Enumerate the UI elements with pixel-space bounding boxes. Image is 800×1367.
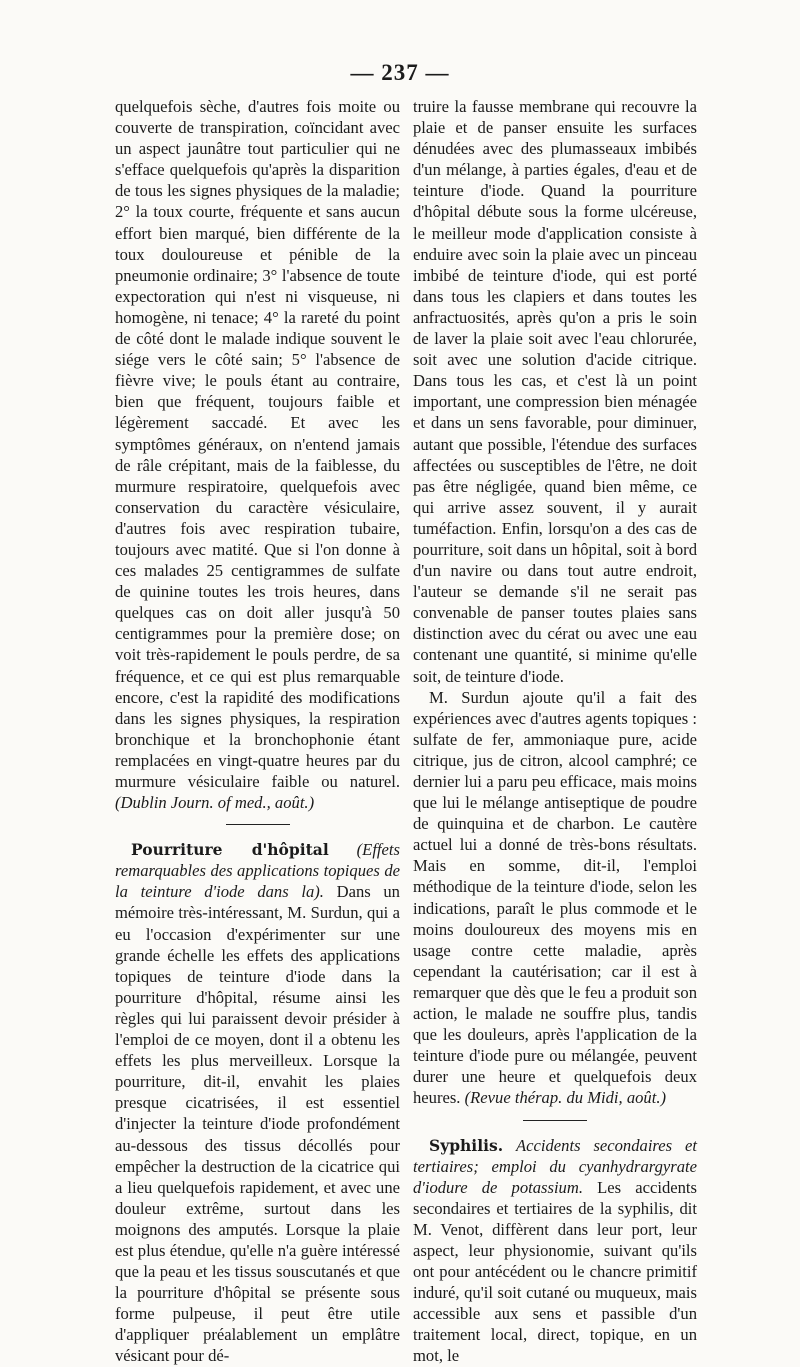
- right-para-1: truire la fausse membrane qui recouvre la plaie et de panser ensuite les surfaces dénudées avec des plumasseaux imbibés d'un mélange, à parties égales, d'eau et de teinture d'iode. Quand la pourriture d'hôpital débute sous la forme ulcéreuse, le meilleur mode d'application consiste à enduire avec soin la plaie avec un pinceau imbibé de teinture d'iode, qui est porté dans tous les clapiers et dans toutes les anfractuosités, après qu'on a pris le soin de laver la plaie soit avec l'eau chlorurée, soit avec une solution d'acide citrique. Dans tous les cas, et c'est là un point important, une compression bien ménagée et dans un sens favorable, pour diminuer, autant que possible, l'étendue des surfaces affectées ou susceptibles de l'être, ne doit pas être négligée, quand bien même, ce qui arrive assez souvent, il y aurait tuméfaction. Enfin, lorsqu'on a des cas de pourriture, soit dans un hôpital, soit à bord d'un navire ou dans tout autre endroit, l'auteur se demande s'il ne serait pas convenable de panser toutes plaies sans distinction avec du cérat ou avec une eau contenant une quantité, si minime qu'elle soit, de teinture d'iode.: [413, 97, 697, 686]
- left-para-1: [115, 96, 400, 813]
- section-title-syphilis: Syphilis.: [429, 1135, 504, 1155]
- right-para-2-text: M. Surdun ajoute qu'il a fait des expériences avec d'autres agents topiques : sulfate de fer, ammoniaque pure, acide citrique, jus de citron, alcool camphré; ce dernier lui a paru peu efficace, mais moins que lui le mélange antiseptique de poudre de quinquina et de charbon. Le cautère actuel lui a donné de très-bons résultats. Mais en somme, dit-il, l'emploi méthodique de la teinture d'iode, selon les indications, paraît le plus commode et le moins douloureux des moyens mis en usage contre cette maladie, après cependant la cautérisation; car il est à remarquer que dès que le feu a produit son action, le malade ne souffre plus, tandis que les douleurs, après l'application de la teinture d'iode pure ou mélangée, peuvent durer une heure et quelquefois deux heures.: [413, 687, 697, 1108]
- section-divider: [523, 1120, 587, 1121]
- section-subtitle-syphilis: Accidents secondaires et tertiaires; emploi du cyanhydrargyrate d'iodure de potassium.: [413, 1135, 697, 1197]
- right-para-2: [413, 687, 697, 1109]
- right-para-2-source: (Revue thérap. du Midi, août.): [464, 1088, 667, 1108]
- right-para-3-text: Les accidents secondaires et tertiaires de la syphilis, dit M. Venot, diffèrent dans leur port, leur aspect, leur physionomie, suivant qu'ils ont pour antécédent ou le chancre primitif induré, qu'il soit cutané ou muqueux, mais accessible aux sens et passible d'un traitement local, direct, topique, en un mot, le: [413, 1177, 697, 1366]
- left-para-2: [115, 839, 400, 1366]
- right-para-3: [413, 1135, 697, 1367]
- left-para-2-text: Dans un mémoire très-intéressant, M. Surdun, qui a eu l'occasion d'expérimenter sur une grande échelle les effets des applications topiques de teinture d'iode dans la pourriture d'hôpital, résume ainsi les règles qui lui paraissent devoir présider à l'emploi de ce moyen, dont il a obtenu les effets les plus merveilleux. Lorsque la pourriture, dit-il, envahit les plaies presque cicatrisées, il est essentiel d'injecter la teinture d'iode profondément au-dessous des tissus décollés pour empêcher la destruction de la cicatrice qui a lieu quelquefois rapidement, et avec une douleur extrême, surtout dans les moignons des amputés. Lorsque la plaie est plus étendue, qu'elle n'a guère intéressé que la peau et les tissus souscutanés et que la pourriture d'hôpital se présente sous forme pulpeuse, il peut être utile d'appliquer préalablement un emplâtre vésicant pour dé-: [115, 882, 400, 1366]
- right-column: [413, 96, 697, 1367]
- section-title-pourriture: Pourriture d'hôpital: [131, 840, 329, 860]
- left-column: [115, 96, 400, 1367]
- section-divider: [226, 824, 290, 825]
- page-number: — 237 —: [350, 60, 450, 85]
- left-para-1-source: (Dublin Journ. of med., août.): [115, 793, 315, 813]
- left-para-1-text: quelquefois sèche, d'autres fois moite ou couverte de transpiration, coïncidant avec un aspect jaunâtre tout particulier qui ne s'efface quelquefois qu'après la disparition de tous les signes physiques de la maladie; 2° la toux courte, fréquente et sans aucun effort bien marqué, bien différente de la toux douloureuse et pénible de la pneumonie ordinaire; 3° l'absence de toute expectoration qui n'est ni visqueuse, ni homogène, ni tenace; 4° la rareté du point de côté dont le malade indique souvent le siége vers le côté sain; 5° l'absence de fièvre vive; le pouls étant au contraire, bien que fréquent, toujours faible et légèrement saccadé. Et avec les symptômes généraux, on n'entend jamais de râle crépitant, mais de la faiblesse, du murmure respiratoire, quelquefois avec conservation du caractère vésiculaire, d'autres fois avec respiration tubaire, toujours avec matité. Que si l'on donne à ces malades 25 centigrammes de sulfate de quinine toutes les trois heures, dans quelques cas on doit aller jusqu'à 50 centigrammes pour la première dose; on voit très-rapidement le pouls perdre, de sa fréquence, et ce qui est plus remarquable encore, c'est la rapidité des modifications dans les signes physiques, la respiration bronchique et la bronchophonie étant remplacées en vingt-quatre heures par du murmure vésiculaire faible ou naturel.: [115, 97, 400, 791]
- section-subtitle-pourriture: (Effets remarquables des applications topiques de la teinture d'iode dans la).: [115, 840, 400, 902]
